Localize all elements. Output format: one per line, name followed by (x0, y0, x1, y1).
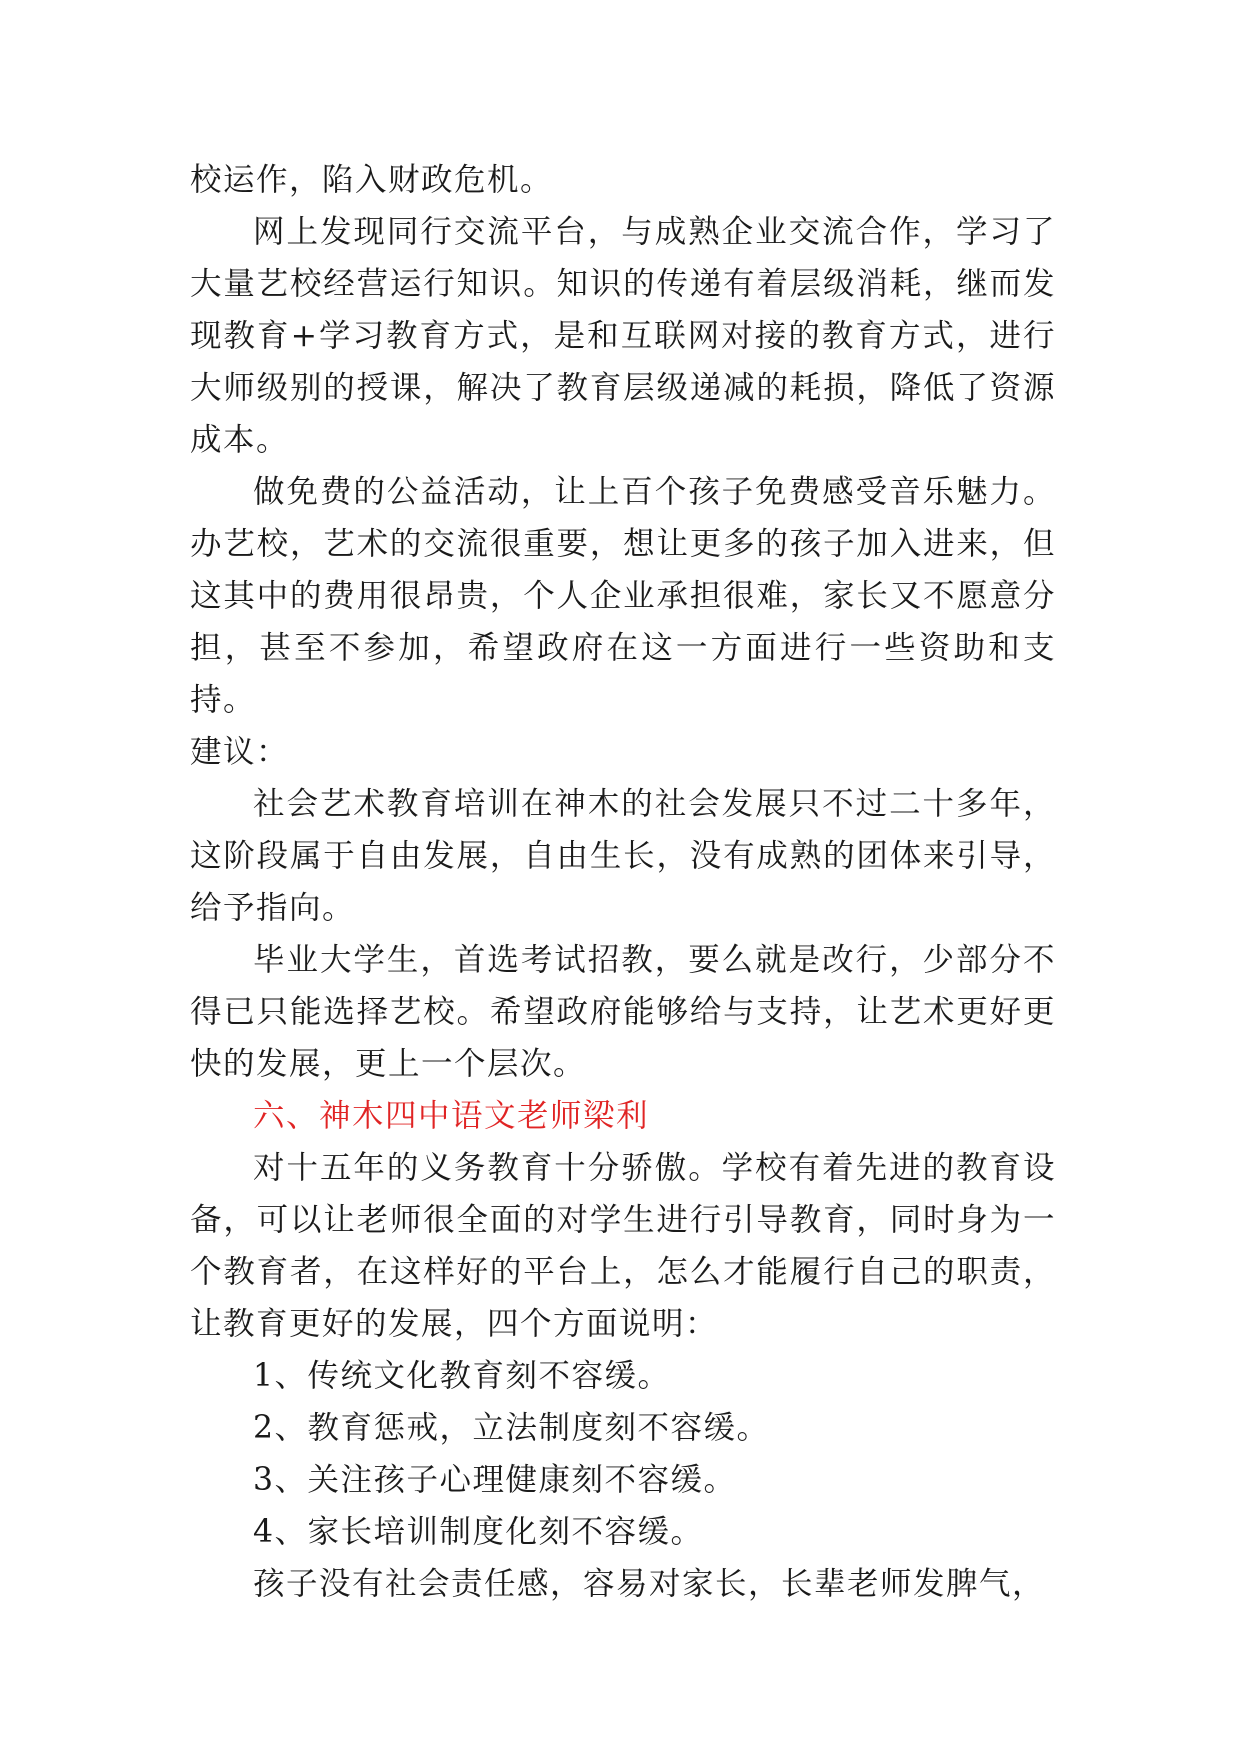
paragraph: 毕业大学生，首选考试招教，要么就是改行，少部分不得已只能选择艺校。希望政府能够给与支持，让艺术更好更快的发展，更上一个层次。 (190, 942, 1056, 1082)
paragraph: 做免费的公益活动，让上百个孩子免费感受音乐魅力。办艺校，艺术的交流很重要，想让更多的孩子加入进来，但这其中的费用很昂贵，个人企业承担很难，家长又不愿意分担，甚至不参加，希望政府在这一方面进行一些资助和支持。 (190, 474, 1056, 718)
paragraph: 社会艺术教育培训在神木的社会发展只不过二十多年，这阶段属于自由发展，自由生长，没有成熟的团体来引导，给予指向。 (190, 786, 1056, 926)
paragraph: 孩子没有社会责任感，容易对家长，长辈老师发脾气， (253, 1566, 1046, 1602)
list-item: 3、关注孩子心理健康刻不容缓。 (253, 1462, 737, 1498)
list-item: 1、传统文化教育刻不容缓。 (253, 1358, 671, 1394)
paragraph: 校运作，陷入财政危机。 (190, 162, 554, 198)
list-item: 4、家长培训制度化刻不容缓。 (253, 1514, 704, 1550)
paragraph: 网上发现同行交流平台，与成熟企业交流合作，学习了大量艺校经营运行知识。知识的传递有着层级消耗，继而发现教育+学习教育方式，是和互联网对接的教育方式，进行大师级别的授课，解决了教育层级递减的耗损，降低了资源成本。 (190, 214, 1056, 458)
paragraph-label: 建议： (190, 734, 290, 770)
list-item: 2、教育惩戒，立法制度刻不容缓。 (253, 1410, 770, 1446)
section-heading: 六、神木四中语文老师梁利 (253, 1098, 650, 1134)
paragraph: 对十五年的义务教育十分骄傲。学校有着先进的教育设备，可以让老师很全面的对学生进行引导教育，同时身为一个教育者，在这样好的平台上，怎么才能履行自己的职责，让教育更好的发展，四个方面说明： (190, 1150, 1056, 1342)
document-body (190, 154, 1056, 1610)
